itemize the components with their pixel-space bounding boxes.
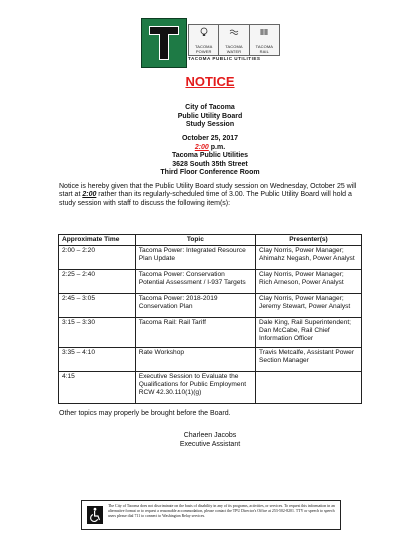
other-topics-note: Other topics may properly be brought before the Board. <box>59 410 231 417</box>
tile-water <box>218 25 248 55</box>
notice-body <box>59 183 369 208</box>
cell-presenters <box>256 372 362 404</box>
table-row <box>59 246 362 270</box>
cell-presenters: Travis Metcalfe, Assistant Power Section Manager <box>256 348 362 372</box>
lightbulb-icon <box>189 27 218 39</box>
tacoma-public-utilities-logo <box>141 18 279 68</box>
agenda-table <box>58 234 362 404</box>
table-header-row <box>59 235 362 246</box>
tile-label: TACOMA WATER <box>225 44 243 54</box>
tile-rail <box>249 25 279 55</box>
cell-time: 4:15 <box>59 372 136 404</box>
signature-title: Executive Assistant <box>179 440 241 448</box>
header-time: Approximate Time <box>59 235 136 246</box>
tile-label: TACOMA POWER <box>194 44 213 54</box>
water-drop-icon <box>219 27 248 39</box>
signature-name: Charleen Jacobs <box>183 432 237 439</box>
cell-presenters: Dale King, Rail Superintendent; Dan McCabe, Rail Chief Information Officer <box>256 318 362 348</box>
table-row <box>59 348 362 372</box>
cell-time: 3:15 – 3:30 <box>59 318 136 348</box>
location-line-2: 3628 South 35th Street <box>172 160 248 168</box>
org-line-2: Public Utility Board <box>177 112 243 120</box>
location-line-3: Third Floor Conference Room <box>160 169 260 176</box>
body-part-2: rather than its regularly-scheduled time of 3.00. The Public Utility Board will hold a study session with staff to discuss the following item(s): <box>59 191 352 207</box>
cell-topic: Tacoma Power: Conservation Potential Assessment / I-937 Targets <box>135 270 255 294</box>
cell-presenters: Clay Norris, Power Manager; Jeremy Stewart, Power Analyst <box>256 294 362 318</box>
body-time: 2:00 <box>82 191 97 199</box>
cell-presenters: Clay Norris, Power Manager; Ahimahz Negash, Power Analyst <box>256 246 362 270</box>
cell-time: 2:00 – 2:20 <box>59 246 136 270</box>
meeting-time-suffix: p.m. <box>208 143 226 151</box>
cell-time: 2:45 – 3:05 <box>59 294 136 318</box>
meeting-time <box>0 144 420 152</box>
notice-heading: NOTICE <box>185 74 235 89</box>
header-presenters: Presenter(s) <box>256 235 362 246</box>
org-line-3: Study Session <box>185 121 235 128</box>
location-line-1: Tacoma Public Utilities <box>171 152 249 159</box>
tile-power <box>189 25 218 55</box>
cell-topic: Rate Workshop <box>135 348 255 372</box>
accessibility-footer <box>81 500 341 530</box>
org-line-1: City of Tacoma <box>185 104 235 111</box>
table-row <box>59 318 362 348</box>
logo-service-tiles <box>188 24 280 56</box>
header-topic: Topic <box>135 235 255 246</box>
cell-time: 3:35 – 4:10 <box>59 348 136 372</box>
logo-name: TACOMA PUBLIC UTILITIES <box>188 56 261 61</box>
t-logo-icon <box>141 18 187 68</box>
table-row <box>59 294 362 318</box>
meeting-date: October 25, 2017 <box>181 135 239 142</box>
footer-text: The City of Tacoma does not discriminate on the basis of disability in any of its programs, activities, or services. To request this information in an alternative format or to request a reasonable accommodation, please contact the TPU Director's Office at 253-502-8201. TTY or speech to speech users please dial 711 to connect to Washington Relay services. <box>108 504 335 518</box>
cell-topic: Tacoma Rail: Rail Tariff <box>135 318 255 348</box>
body-part-1: Notice is hereby given that the Public Utility Board study session on Wednesday, October 25 will start at <box>59 183 357 199</box>
cell-time: 2:25 – 2:40 <box>59 270 136 294</box>
cell-topic: Executive Session to Evaluate the Qualifications for Public Employment RCW 42.30.110(1)(g) <box>135 372 255 404</box>
cell-topic: Tacoma Power: Integrated Resource Plan Update <box>135 246 255 270</box>
cell-presenters: Clay Norris, Power Manager; Rich Arneson, Power Analyst <box>256 270 362 294</box>
cell-topic: Tacoma Power: 2018-2019 Conservation Plan <box>135 294 255 318</box>
table-row <box>59 270 362 294</box>
tile-label: TACOMA RAIL <box>255 44 274 54</box>
table-row <box>59 372 362 404</box>
train-icon <box>250 27 279 39</box>
meeting-time-value: 2:00 <box>194 143 209 151</box>
wheelchair-icon <box>87 506 103 524</box>
